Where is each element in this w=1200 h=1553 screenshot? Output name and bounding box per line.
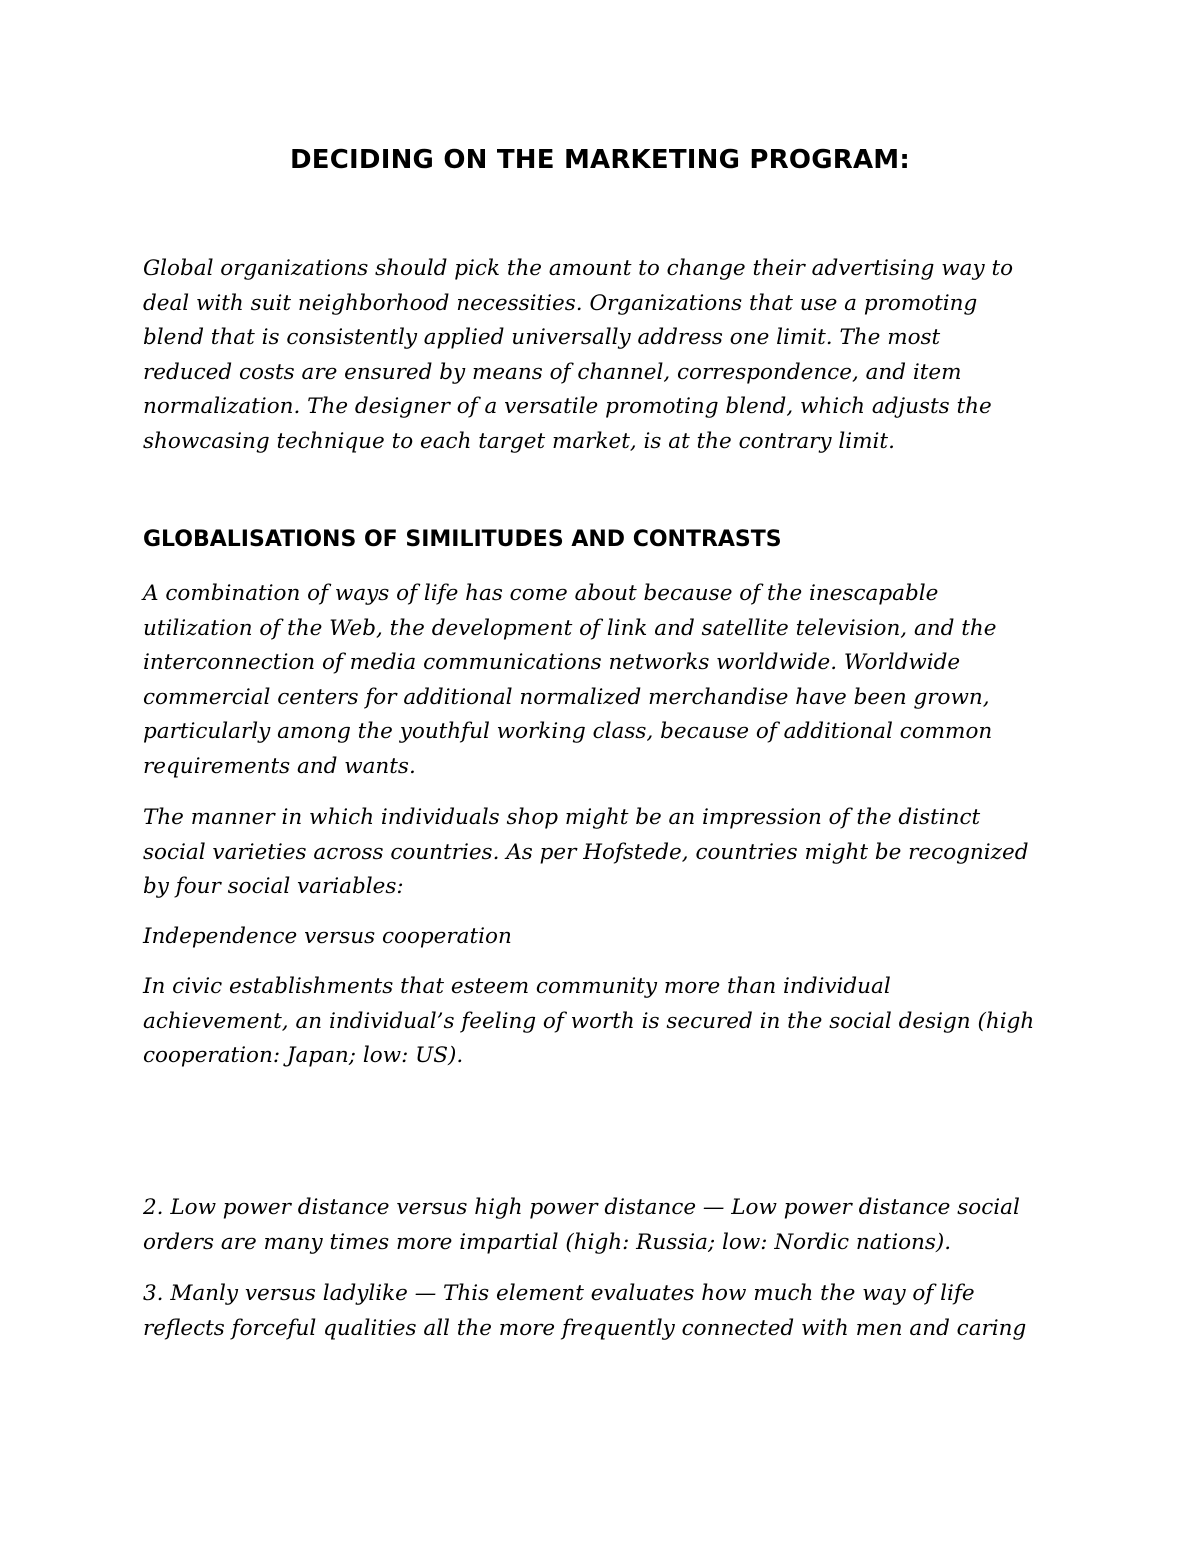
intro-line: showcasing technique to each target market, is at the contrary limit.: [143, 428, 895, 454]
intro-line: deal with suit neighborhood necessities. Organizations that use a promoting: [143, 290, 978, 316]
culture-line: requirements and wants.: [143, 753, 416, 779]
dimension-3-line: 3. Manly versus ladylike — This element evaluates how much the way of life: [143, 1281, 975, 1306]
intro-line: reduced costs are ensured by means of channel, correspondence, and item: [143, 359, 962, 385]
dimension-1-line: cooperation: Japan; low: US).: [143, 1043, 464, 1069]
culture-line: A combination of ways of life has come about because of the inescapable: [143, 581, 939, 606]
dimension-3-line: reflects forceful qualities all the more frequently connected with men and caring: [143, 1315, 1027, 1341]
dimension-1-title: [143, 920, 1063, 955]
dimension-1-title-text: Independence versus cooperation: [143, 924, 512, 949]
intro-paragraph: [143, 252, 1063, 460]
dimension-1-line: In civic establishments that esteem community more than individual: [143, 974, 891, 999]
culture-line: particularly among the youthful working class, because of additional common: [143, 719, 993, 745]
hofstede-line: The manner in which individuals shop might be an impression of the distinct: [143, 805, 981, 830]
culture-paragraph: [143, 577, 1063, 785]
intro-line: blend that is consistently applied universally address one limit. The most: [143, 325, 941, 351]
document-title: DECIDING ON THE MARKETING PROGRAM:: [290, 145, 910, 175]
hofstede-paragraph: [143, 801, 1063, 905]
dimension-2-line: 2. Low power distance versus high power distance — Low power distance social: [143, 1195, 1020, 1220]
dimension-3-paragraph: [143, 1277, 1063, 1346]
hofstede-line: social varieties across countries. As per Hofstede, countries might be recognized: [143, 839, 1029, 865]
dimension-2-paragraph: [143, 1191, 1063, 1260]
hofstede-line: by four social variables:: [143, 874, 404, 900]
dimension-1-line: achievement, an individual’s feeling of worth is secured in the social design (high: [143, 1008, 1035, 1034]
culture-line: utilization of the Web, the development of link and satellite television, and the: [143, 615, 997, 641]
dimension-2-line: orders are many times more impartial (high: Russia; low: Nordic nations).: [143, 1229, 952, 1255]
intro-line: Global organizations should pick the amount to change their advertising way to: [143, 256, 1014, 281]
dimension-1-paragraph: [143, 970, 1063, 1074]
section-heading: GLOBALISATIONS OF SIMILITUDES AND CONTRASTS: [143, 527, 782, 552]
intro-line: normalization. The designer of a versatile promoting blend, which adjusts the: [143, 394, 992, 420]
culture-line: commercial centers for additional normalized merchandise have been grown,: [143, 684, 990, 710]
culture-line: interconnection of media communications networks worldwide. Worldwide: [143, 650, 961, 676]
